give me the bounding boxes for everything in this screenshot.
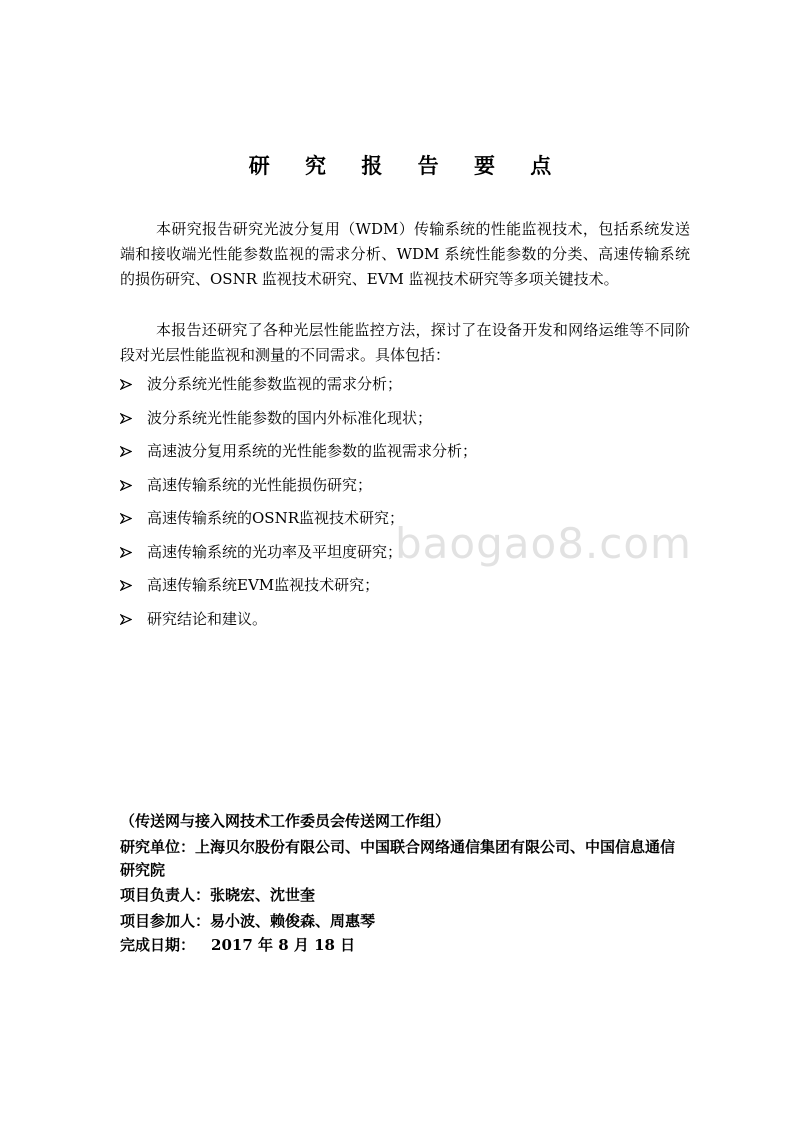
watermark: baogao8.com [395, 519, 692, 568]
arrow-bullet-icon [120, 573, 147, 591]
list-item [120, 573, 690, 607]
list-item-text: 研究结论和建议。 [147, 609, 268, 628]
project-members-label: 项目参加人： [120, 912, 211, 930]
list-item-text: 高速传输系统的光性能损伤研究； [147, 475, 373, 494]
list-item-text: 高速传输系统的光功率及平坦度研究； [147, 542, 403, 561]
completion-date [120, 934, 690, 957]
paragraph-methods: 本报告还研究了各种光层性能监控方法，探讨了在设备开发和网络运维等不同阶段对光层性能监视和测量的不同需求。具体包括： [120, 321, 690, 364]
arrow-bullet-icon [120, 439, 147, 457]
list-item [120, 406, 690, 440]
research-unit-value: 上海贝尔股份有限公司、中国联合网络通信集团有限公司、中国信息通信研究院 [120, 838, 676, 879]
list-item-text: 高速波分复用系统的光性能参数的监视需求分析； [147, 442, 478, 460]
page-title: 研 究 报 告 要 点 [248, 153, 566, 178]
research-unit-label: 研究单位： [120, 838, 196, 856]
completion-date-label: 完成日期： [120, 936, 196, 954]
list-item [120, 607, 690, 641]
arrow-bullet-icon [120, 607, 147, 625]
bullet-list [120, 372, 690, 640]
project-members-value: 易小波、赖俊森、周惠琴 [210, 912, 376, 930]
list-item [120, 439, 690, 473]
list-item-text: 波分系统光性能参数的国内外标准化现状； [147, 408, 433, 427]
completion-date-value: 2017 年 8 月 18 日 [211, 936, 356, 954]
list-item-text: 高速传输系统的OSNR监视技术研究； [147, 509, 404, 527]
list-item-text: 波分系统光性能参数监视的需求分析； [147, 375, 403, 393]
arrow-bullet-icon [120, 406, 147, 424]
paragraph-intro: 本研究报告研究光波分复用（WDM）传输系统的性能监视技术，包括系统发送端和接收端光性能参数监视的需求分析、WDM 系统性能参数的分类、高速传输系统的损伤研究、OSNR 监视技术研究、EVM 监视技术研究等多项关键技术。 [120, 220, 690, 288]
list-item-text: 高速传输系统EVM监视技术研究； [147, 576, 380, 594]
arrow-bullet-icon [120, 372, 147, 390]
list-item [120, 372, 690, 406]
research-unit [120, 836, 690, 882]
project-lead-label: 项目负责人： [120, 886, 211, 904]
arrow-bullet-icon [120, 540, 147, 558]
arrow-bullet-icon [120, 473, 147, 491]
project-lead [120, 884, 690, 907]
committee-line: （传送网与接入网技术工作委员会传送网工作组） [120, 812, 451, 830]
arrow-bullet-icon [120, 506, 147, 524]
project-lead-value: 张晓宏、沈世奎 [210, 886, 316, 904]
list-item [120, 473, 690, 507]
project-members [120, 910, 690, 933]
